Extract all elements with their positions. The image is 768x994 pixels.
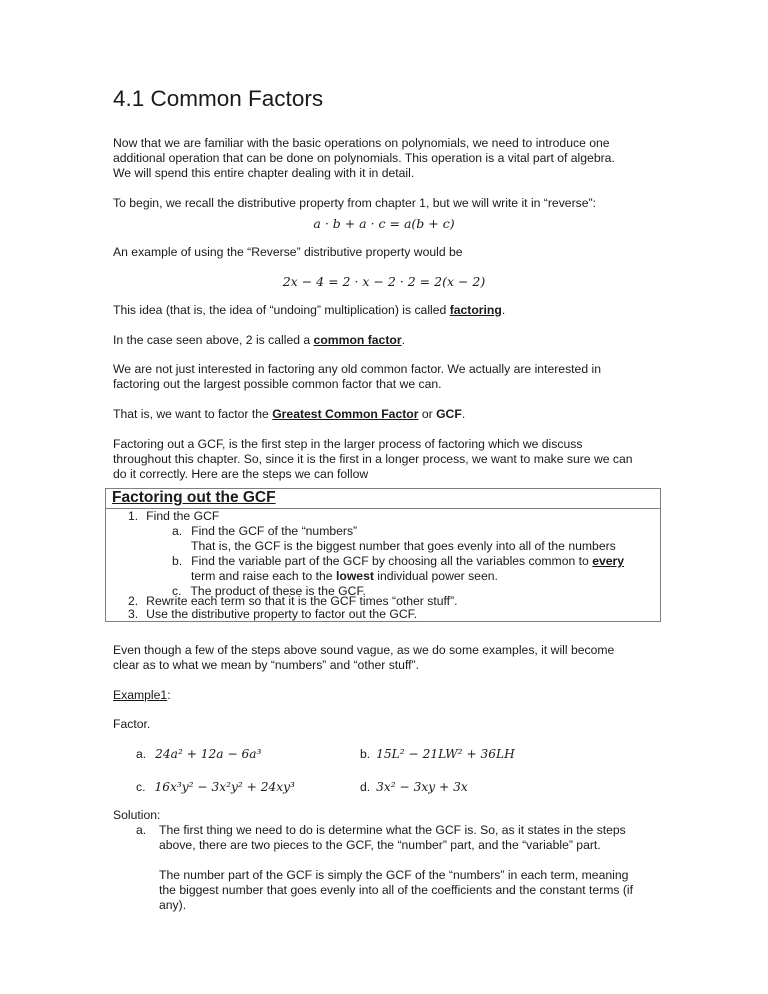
step-1b-emphasis: every <box>592 554 625 568</box>
problem-c <box>136 780 295 794</box>
solution-a-line-5: any). <box>159 898 187 912</box>
common-factor-definition <box>113 333 663 348</box>
example-label: Example1 <box>113 688 168 702</box>
step-1-text: Find the GCF <box>146 509 220 523</box>
step-3 <box>128 607 417 622</box>
gcf-text: That is, we want to factor the <box>113 407 273 421</box>
recall-text: To begin, we recall the distributive property from chapter 1, but we will write it in “reverse”: <box>113 196 596 210</box>
problem-c-label: c. <box>136 780 146 794</box>
example-colon: : <box>167 688 171 702</box>
problem-a-label: a. <box>136 747 147 761</box>
intro-line-1: Now that we are familiar with the basic operations on polynomials, we need to introduce one <box>113 136 610 150</box>
step-1a-num: a. <box>172 524 183 538</box>
solution-a-line-4: the biggest number that goes evenly into all of the coefficients and the constant terms (if <box>159 883 634 897</box>
step-1-num: 1. <box>128 509 139 523</box>
gcf-abbr: GCF <box>436 407 462 421</box>
gcf-term: Greatest Common Factor <box>272 407 419 421</box>
step-1a-text: Find the GCF of the “numbers” <box>191 524 358 538</box>
step-3-text: Use the distributive property to factor out the GCF. <box>146 607 418 621</box>
vague-line-1: Even though a few of the steps above sound vague, as we do some examples, it will become <box>113 643 615 657</box>
vague-line-2: clear as to what we mean by “numbers” and “other stuff”. <box>113 658 419 672</box>
problem-d-expression: 3x² − 3xy + 3x <box>376 780 468 794</box>
factoring-term: factoring <box>449 303 502 317</box>
step-1b-lowest: lowest <box>335 569 374 583</box>
page-title: 4.1 Common Factors <box>113 86 324 111</box>
step-1b-line2-text: term and raise each to the <box>191 569 336 583</box>
largest-line-1: We are not just interested in factoring any old common factor. We actually are interested in <box>113 362 601 376</box>
problem-d <box>360 780 468 794</box>
step-1b <box>172 554 624 569</box>
step-1a-detail: That is, the GCF is the biggest number that goes evenly into all of the numbers <box>191 539 616 553</box>
largest-line-2: factoring out the largest possible common factor that we can. <box>113 377 442 391</box>
example-intro-text: An example of using the “Reverse” distributive property would be <box>113 245 463 259</box>
process-line-1: Factoring out a GCF, is the first step in the larger process of factoring which we discuss <box>113 437 583 451</box>
step-3-num: 3. <box>128 607 139 621</box>
intro-line-2: additional operation that can be done on polynomials. This operation is a vital part of algebra. <box>113 151 615 165</box>
process-line-2: throughout this chapter. So, since it is the first in a longer process, we want to make sure we can <box>113 452 633 466</box>
process-line-3: do it correctly. Here are the steps we can follow <box>113 467 369 481</box>
factoring-text: This idea (that is, the idea of “undoing” multiplication) is called <box>113 303 450 317</box>
problem-a-expression: 24a² + 12a − 6a³ <box>155 747 262 761</box>
problem-c-expression: 16x³y² − 3x²y² + 24xy³ <box>154 780 295 794</box>
box-header <box>106 489 660 509</box>
step-1c-text: The product of these is the GCF. <box>190 584 366 598</box>
intro-line-3: We will spend this entire chapter dealing with it in detail. <box>113 166 415 180</box>
step-1b-line2-end: individual power seen. <box>373 569 498 583</box>
example-equation: 2x − 4 = 2 · x − 2 · 2 = 2(x − 2) <box>282 274 486 289</box>
factor-label: Factor. <box>113 717 151 731</box>
problem-a <box>136 747 261 761</box>
gcf-period: . <box>461 407 466 421</box>
example-heading <box>113 688 663 703</box>
problem-b-expression: 15L² − 21LW² + 36LH <box>376 747 515 761</box>
common-factor-period: . <box>401 333 405 347</box>
solution-a-line-3: The number part of the GCF is simply the GCF of the “numbers” in each term, meaning <box>159 868 629 882</box>
solution-label: Solution: <box>113 808 161 822</box>
step-2-text: Rewrite each term so that it is the GCF times “other stuff”. <box>146 594 458 608</box>
solution-a-line-2: above, there are two pieces to the GCF, the “number” part, and the “variable” part. <box>159 838 601 852</box>
common-factor-text: In the case seen above, 2 is called a <box>113 333 314 347</box>
step-1b-num: b. <box>172 554 183 568</box>
distributive-equation: a · b + a · c = a(b + c) <box>313 216 455 231</box>
step-1 <box>128 509 219 524</box>
solution-a-line-1: The first thing we need to do is determine what the GCF is. So, as it states in the steps <box>159 823 626 837</box>
factoring-period: . <box>501 303 506 317</box>
step-1c-num: c. <box>172 584 182 598</box>
solution-a-num: a. <box>136 823 147 837</box>
problem-b <box>360 747 515 761</box>
common-factor-term: common factor <box>313 333 402 347</box>
step-2-num: 2. <box>128 594 139 608</box>
step-1b-text: Find the variable part of the GCF by choosing all the variables common to <box>191 554 593 568</box>
gcf-or: or <box>418 407 437 421</box>
box-heading: Factoring out the GCF <box>112 489 276 506</box>
problem-b-label: b. <box>360 747 371 761</box>
problem-d-label: d. <box>360 780 371 794</box>
factoring-definition <box>113 303 663 318</box>
gcf-definition <box>113 407 663 422</box>
gcf-steps-box <box>105 488 661 622</box>
step-1b-line2 <box>191 569 498 584</box>
step-1a <box>172 524 357 539</box>
